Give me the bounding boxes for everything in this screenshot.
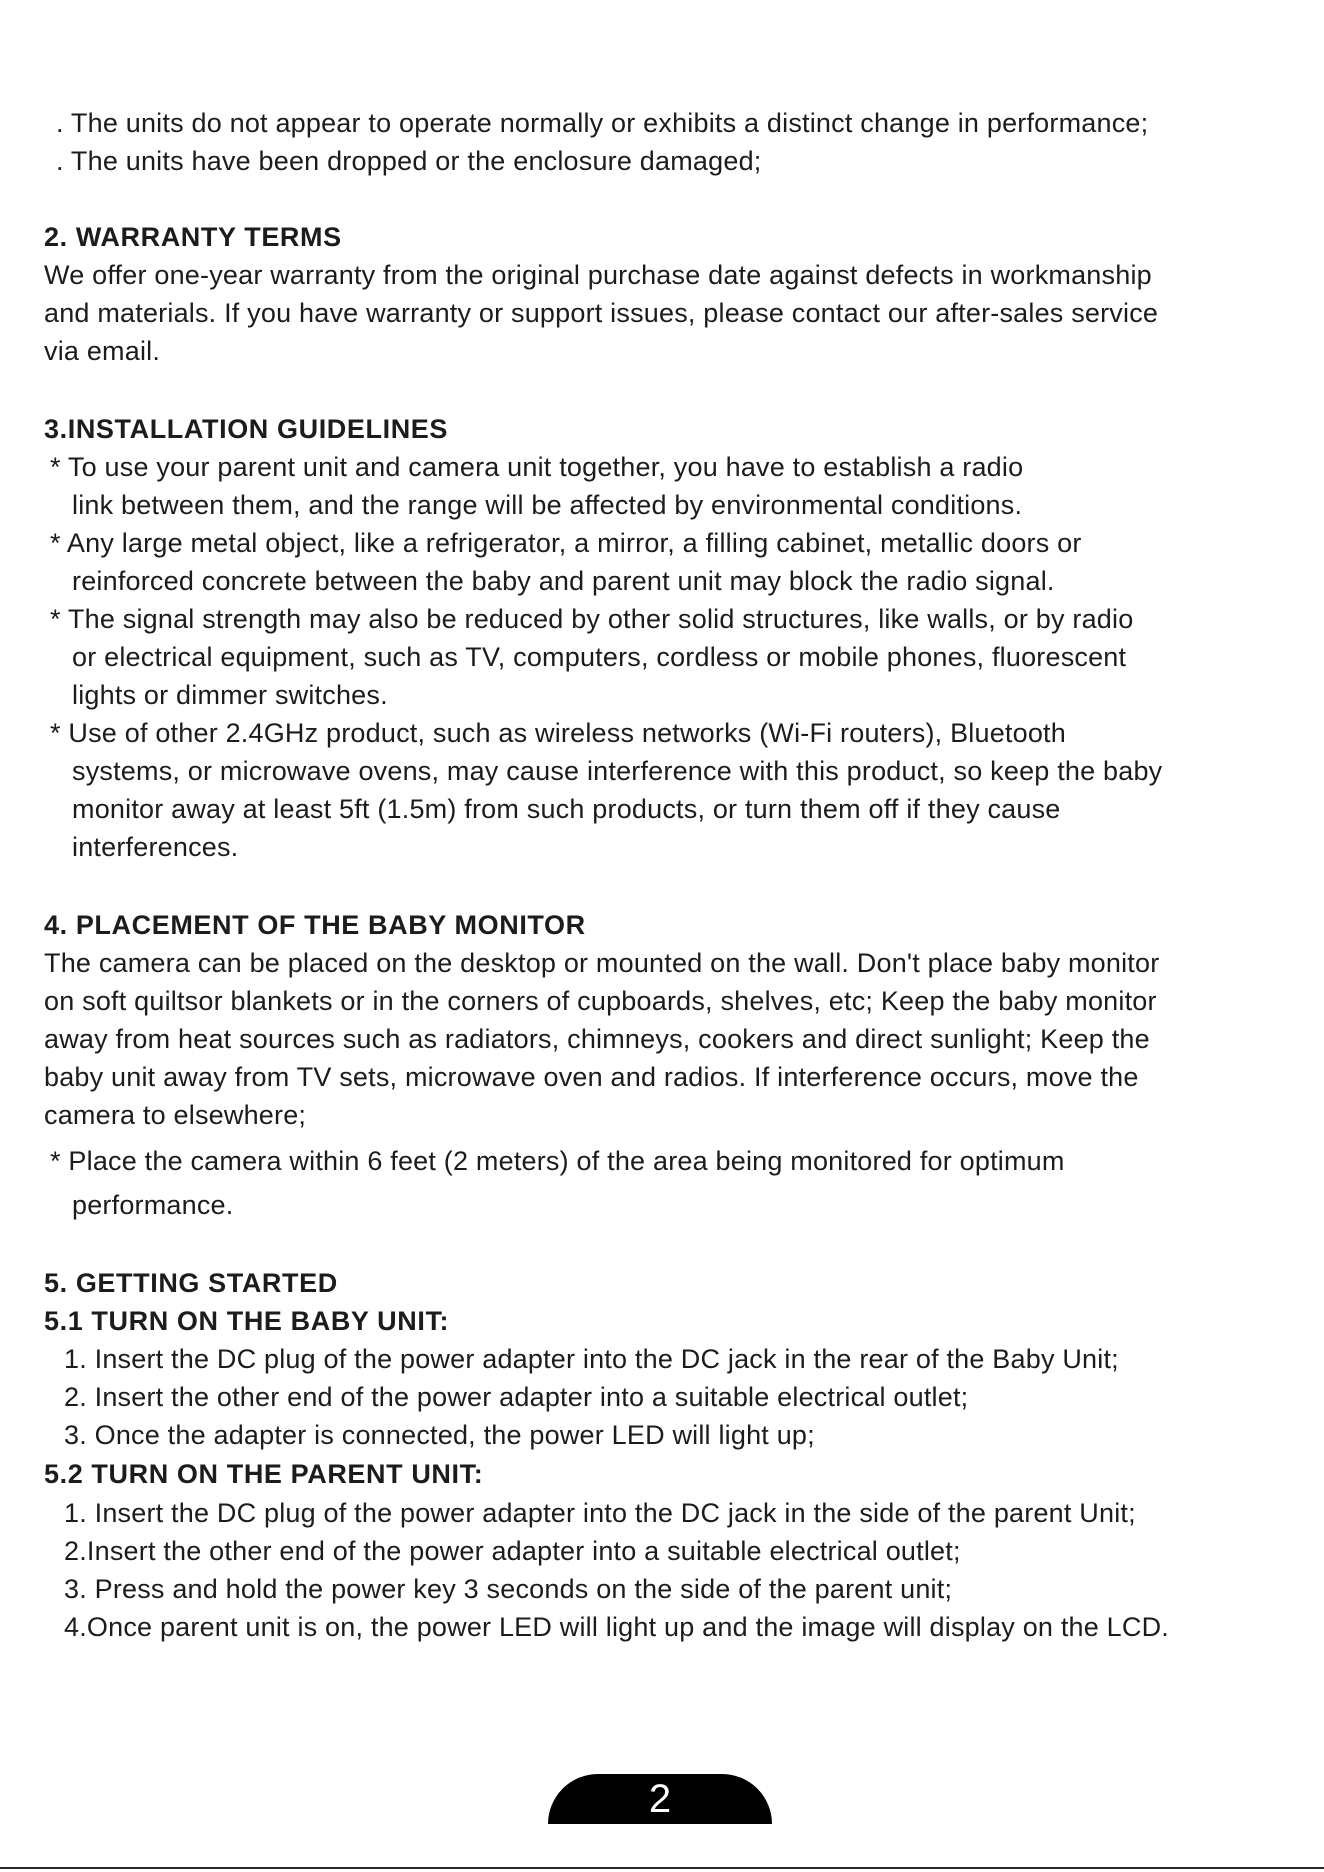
baby-unit-heading: 5.1 TURN ON THE BABY UNIT: bbox=[44, 1306, 450, 1336]
installation-bullet-line: * To use your parent unit and camera unit together, you have to establish a radio bbox=[50, 452, 1024, 482]
baby-unit-step: 2. Insert the other end of the power adapter into a suitable electrical outlet; bbox=[64, 1382, 969, 1412]
placement-text-line: on soft quiltsor blankets or in the corners of cupboards, shelves, etc; Keep the baby monitor bbox=[44, 986, 1157, 1016]
installation-bullet-line: reinforced concrete between the baby and parent unit may block the radio signal. bbox=[72, 566, 1055, 596]
bottom-divider bbox=[0, 1867, 1324, 1869]
condition-item: . The units have been dropped or the enclosure damaged; bbox=[56, 146, 762, 176]
placement-text-line: * Place the camera within 6 feet (2 meters) of the area being monitored for optimum bbox=[50, 1146, 1065, 1176]
installation-heading: 3.INSTALLATION GUIDELINES bbox=[44, 414, 449, 444]
warranty-text-line: and materials. If you have warranty or support issues, please contact our after-sales service bbox=[44, 298, 1159, 328]
placement-text-line: baby unit away from TV sets, microwave oven and radios. If interference occurs, move the bbox=[44, 1062, 1139, 1092]
getting-started-heading: 5. GETTING STARTED bbox=[44, 1268, 338, 1298]
baby-unit-step: 1. Insert the DC plug of the power adapter into the DC jack in the rear of the Baby Unit; bbox=[64, 1344, 1119, 1374]
parent-unit-step: 1. Insert the DC plug of the power adapter into the DC jack in the side of the parent Unit; bbox=[64, 1498, 1136, 1528]
placement-text-line: The camera can be placed on the desktop or mounted on the wall. Don't place baby monitor bbox=[44, 948, 1160, 978]
installation-bullet-line: monitor away at least 5ft (1.5m) from such products, or turn them off if they cause bbox=[72, 794, 1061, 824]
installation-bullet-line: link between them, and the range will be affected by environmental conditions. bbox=[72, 490, 1023, 520]
parent-unit-heading: 5.2 TURN ON THE PARENT UNIT: bbox=[44, 1459, 484, 1489]
placement-text-line: camera to elsewhere; bbox=[44, 1100, 307, 1130]
warranty-text-line: We offer one-year warranty from the original purchase date against defects in workmanship bbox=[44, 260, 1152, 290]
parent-unit-step: 3. Press and hold the power key 3 seconds on the side of the parent unit; bbox=[64, 1574, 953, 1604]
installation-bullet-line: systems, or microwave ovens, may cause interference with this product, so keep the baby bbox=[72, 756, 1163, 786]
condition-item: . The units do not appear to operate normally or exhibits a distinct change in performance; bbox=[56, 108, 1149, 138]
installation-bullet-line: * The signal strength may also be reduced by other solid structures, like walls, or by radio bbox=[50, 604, 1134, 634]
installation-bullet-line: * Use of other 2.4GHz product, such as wireless networks (Wi-Fi routers), Bluetooth bbox=[50, 718, 1066, 748]
installation-bullet-line: interferences. bbox=[72, 832, 239, 862]
warranty-heading: 2. WARRANTY TERMS bbox=[44, 222, 342, 252]
parent-unit-step: 2.Insert the other end of the power adapter into a suitable electrical outlet; bbox=[64, 1536, 961, 1566]
page-number: 2 bbox=[548, 1774, 772, 1824]
installation-bullet-line: or electrical equipment, such as TV, computers, cordless or mobile phones, fluorescent bbox=[72, 642, 1127, 672]
baby-unit-step: 3. Once the adapter is connected, the power LED will light up; bbox=[64, 1420, 815, 1450]
parent-unit-step: 4.Once parent unit is on, the power LED will light up and the image will display on the LCD. bbox=[64, 1612, 1169, 1642]
placement-text-line: away from heat sources such as radiators, chimneys, cookers and direct sunlight; Keep the bbox=[44, 1024, 1150, 1054]
placement-heading: 4. PLACEMENT OF THE BABY MONITOR bbox=[44, 910, 586, 940]
warranty-text-line: via email. bbox=[44, 336, 161, 366]
installation-bullet-line: lights or dimmer switches. bbox=[72, 680, 388, 710]
placement-text-line: performance. bbox=[72, 1190, 234, 1220]
installation-bullet-line: * Any large metal object, like a refrigerator, a mirror, a filling cabinet, metallic doors or bbox=[50, 528, 1082, 558]
